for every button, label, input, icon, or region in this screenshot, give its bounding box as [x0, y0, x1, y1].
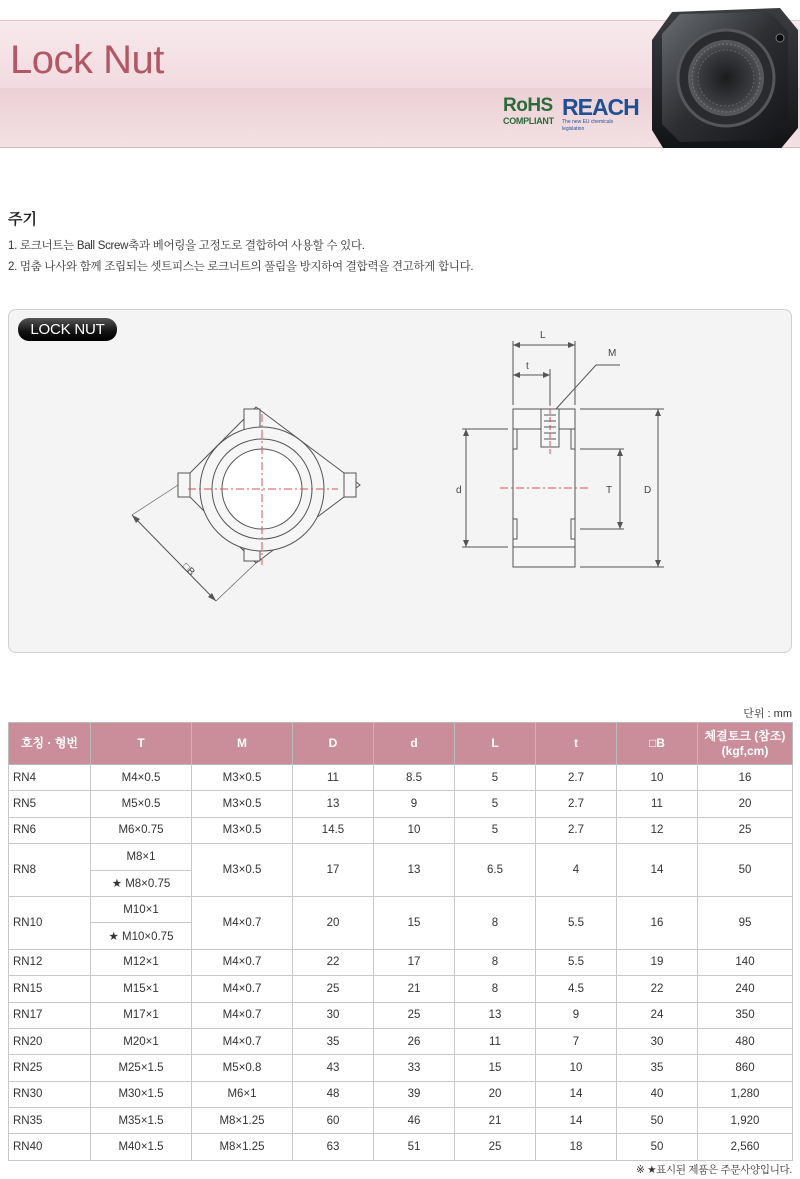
- page-title: Lock Nut: [10, 38, 164, 82]
- cell-model: RN40: [9, 1134, 91, 1160]
- cell-model: RN35: [9, 1108, 91, 1134]
- cell-d: 13: [374, 844, 455, 897]
- cell-torque: 20: [698, 791, 793, 817]
- dim-label-B: □B: [179, 561, 197, 579]
- cell-torque: 25: [698, 817, 793, 843]
- cell-L: 5: [455, 765, 536, 791]
- cell-M: M4×0.7: [192, 949, 293, 975]
- cell-d: 21: [374, 976, 455, 1002]
- spec-table: [8, 722, 793, 1161]
- cell-M: M5×0.8: [192, 1055, 293, 1081]
- cell-T: M35×1.5: [91, 1108, 192, 1134]
- cell-d: 39: [374, 1081, 455, 1107]
- cell-L: 5: [455, 791, 536, 817]
- col-header-T: T: [91, 723, 192, 765]
- cell-model: RN4: [9, 765, 91, 791]
- reach-logo-main: REACH: [562, 94, 639, 120]
- cell-T: M20×1: [91, 1028, 192, 1054]
- cell-T: M30×1.5: [91, 1081, 192, 1107]
- cell-D: 30: [293, 1002, 374, 1028]
- cell-B: 16: [617, 896, 698, 949]
- col-header-B: □B: [617, 723, 698, 765]
- cell-t: 2.7: [536, 791, 617, 817]
- footnote: ※ ★표시된 제품은 주문사양입니다.: [635, 1164, 792, 1176]
- reach-logo: [562, 94, 639, 132]
- cell-D: 17: [293, 844, 374, 897]
- cell-B: 12: [617, 817, 698, 843]
- cell-T: M8×1: [91, 844, 192, 870]
- cell-T: M4×0.5: [91, 765, 192, 791]
- lock-nut-badge: LOCK NUT: [18, 318, 117, 341]
- cell-L: 8: [455, 896, 536, 949]
- cell-d: 17: [374, 949, 455, 975]
- cell-d: 46: [374, 1108, 455, 1134]
- col-header-L: L: [455, 723, 536, 765]
- lock-nut-photo: [640, 0, 800, 148]
- cell-L: 6.5: [455, 844, 536, 897]
- dim-label-D: D: [644, 485, 652, 496]
- table-row: [9, 1081, 793, 1107]
- cell-torque: 2,560: [698, 1134, 793, 1160]
- cell-t: 14: [536, 1081, 617, 1107]
- cell-L: 21: [455, 1108, 536, 1134]
- cell-D: 48: [293, 1081, 374, 1107]
- cell-M: M4×0.7: [192, 976, 293, 1002]
- col-header-name: 호칭 · 형번: [9, 723, 91, 765]
- cell-T: M25×1.5: [91, 1055, 192, 1081]
- cell-B: 50: [617, 1134, 698, 1160]
- reach-logo-sub: The new EU chemicals legislation: [562, 119, 614, 132]
- table-body: [9, 765, 793, 1161]
- cell-D: 63: [293, 1134, 374, 1160]
- cell-D: 11: [293, 765, 374, 791]
- cell-d: 25: [374, 1002, 455, 1028]
- technical-drawing: [8, 309, 792, 653]
- cell-B: 22: [617, 976, 698, 1002]
- page-header: [0, 0, 800, 148]
- table-row: [9, 976, 793, 1002]
- table-row: [9, 896, 793, 922]
- cell-model: RN10: [9, 896, 91, 949]
- cell-torque: 50: [698, 844, 793, 897]
- cell-model: RN8: [9, 844, 91, 897]
- notes-heading: 주기: [8, 211, 37, 228]
- cell-B: 19: [617, 949, 698, 975]
- table-row: [9, 1028, 793, 1054]
- note-item-2: 2. 멈춤 나사와 함께 조립되는 셋트피스는 로크너트의 풀림을 방지하여 결합력을 견고하게 합니다.: [8, 261, 474, 273]
- table-row: [9, 765, 793, 791]
- cell-model: RN5: [9, 791, 91, 817]
- cell-d: 8.5: [374, 765, 455, 791]
- rohs-logo-sub: COMPLIANT: [503, 116, 554, 126]
- cell-T: M12×1: [91, 949, 192, 975]
- dim-label-T: T: [606, 485, 613, 496]
- table-row: [9, 1108, 793, 1134]
- cell-D: 25: [293, 976, 374, 1002]
- table-row: [9, 949, 793, 975]
- cell-T: M40×1.5: [91, 1134, 192, 1160]
- cell-model: RN20: [9, 1028, 91, 1054]
- cell-T: ★ M8×0.75: [91, 870, 192, 896]
- cell-L: 15: [455, 1055, 536, 1081]
- cell-t: 10: [536, 1055, 617, 1081]
- cell-d: 10: [374, 817, 455, 843]
- table-row: [9, 1134, 793, 1160]
- cell-t: 4: [536, 844, 617, 897]
- cell-T: ★ M10×0.75: [91, 923, 192, 949]
- cell-t: 2.7: [536, 765, 617, 791]
- cell-torque: 1,280: [698, 1081, 793, 1107]
- front-view: [132, 407, 360, 601]
- dim-label-L: L: [540, 330, 546, 341]
- cell-D: 35: [293, 1028, 374, 1054]
- cell-torque: 16: [698, 765, 793, 791]
- cell-T: M5×0.5: [91, 791, 192, 817]
- cell-model: RN30: [9, 1081, 91, 1107]
- cell-L: 25: [455, 1134, 536, 1160]
- cell-T: M17×1: [91, 1002, 192, 1028]
- cell-model: RN17: [9, 1002, 91, 1028]
- cell-B: 30: [617, 1028, 698, 1054]
- dim-label-d: d: [456, 485, 462, 496]
- cell-T: M15×1: [91, 976, 192, 1002]
- cell-M: M4×0.7: [192, 896, 293, 949]
- cell-M: M3×0.5: [192, 791, 293, 817]
- cell-B: 50: [617, 1108, 698, 1134]
- cell-d: 9: [374, 791, 455, 817]
- dim-B-line: [132, 515, 216, 601]
- rohs-logo-main: RoHS: [503, 95, 553, 116]
- cell-T: M6×0.75: [91, 817, 192, 843]
- cell-M: M3×0.5: [192, 844, 293, 897]
- side-notch-left: [178, 473, 190, 497]
- cell-torque: 480: [698, 1028, 793, 1054]
- cell-model: RN12: [9, 949, 91, 975]
- cell-torque: 1,920: [698, 1108, 793, 1134]
- cell-t: 4.5: [536, 976, 617, 1002]
- cell-M: M8×1.25: [192, 1134, 293, 1160]
- cell-M: M6×1: [192, 1081, 293, 1107]
- cell-t: 5.5: [536, 949, 617, 975]
- col-header-t: t: [536, 723, 617, 765]
- cell-t: 7: [536, 1028, 617, 1054]
- cell-t: 2.7: [536, 817, 617, 843]
- rohs-logo: [503, 96, 559, 130]
- table-row: [9, 1055, 793, 1081]
- cell-d: 26: [374, 1028, 455, 1054]
- cell-torque: 860: [698, 1055, 793, 1081]
- cell-B: 10: [617, 765, 698, 791]
- table-row: [9, 1002, 793, 1028]
- cell-d: 15: [374, 896, 455, 949]
- cell-D: 13: [293, 791, 374, 817]
- cell-B: 24: [617, 1002, 698, 1028]
- cell-L: 5: [455, 817, 536, 843]
- table-row: [9, 844, 793, 870]
- cell-D: 60: [293, 1108, 374, 1134]
- cell-M: M4×0.7: [192, 1028, 293, 1054]
- col-header-D: D: [293, 723, 374, 765]
- cell-D: 14.5: [293, 817, 374, 843]
- cell-d: 33: [374, 1055, 455, 1081]
- cell-M: M3×0.5: [192, 765, 293, 791]
- cell-d: 51: [374, 1134, 455, 1160]
- cell-D: 43: [293, 1055, 374, 1081]
- cell-model: RN6: [9, 817, 91, 843]
- table-header-row: [9, 723, 793, 765]
- cell-T: M10×1: [91, 896, 192, 922]
- col-header-torque: [698, 723, 793, 765]
- cell-M: M3×0.5: [192, 817, 293, 843]
- col-header-torque-line2: (kgf,cm): [721, 743, 769, 758]
- cell-M: M8×1.25: [192, 1108, 293, 1134]
- cell-model: RN25: [9, 1055, 91, 1081]
- cell-B: 14: [617, 844, 698, 897]
- col-header-d: d: [374, 723, 455, 765]
- cell-torque: 240: [698, 976, 793, 1002]
- cell-M: M4×0.7: [192, 1002, 293, 1028]
- dim-label-M: M: [608, 348, 617, 359]
- cell-L: 13: [455, 1002, 536, 1028]
- cell-B: 40: [617, 1081, 698, 1107]
- col-header-torque-line1: 체결토크 (참조): [704, 728, 786, 743]
- table-row: [9, 817, 793, 843]
- cell-L: 11: [455, 1028, 536, 1054]
- unit-label: 단위 : mm: [743, 708, 792, 720]
- cell-t: 18: [536, 1134, 617, 1160]
- note-item-1: 1. 로크너트는 Ball Screw축과 베어링을 고정도로 결합하여 사용할 수 있다.: [8, 240, 365, 252]
- cell-D: 20: [293, 896, 374, 949]
- cell-B: 35: [617, 1055, 698, 1081]
- col-header-M: M: [192, 723, 293, 765]
- dim-label-t: t: [526, 361, 529, 372]
- cell-torque: 350: [698, 1002, 793, 1028]
- cell-torque: 140: [698, 949, 793, 975]
- cell-t: 9: [536, 1002, 617, 1028]
- side-notch-right: [344, 473, 356, 497]
- cell-L: 8: [455, 976, 536, 1002]
- cell-L: 20: [455, 1081, 536, 1107]
- cell-torque: 95: [698, 896, 793, 949]
- side-view: [462, 341, 664, 567]
- cell-D: 22: [293, 949, 374, 975]
- cell-L: 8: [455, 949, 536, 975]
- cell-model: RN15: [9, 976, 91, 1002]
- cell-t: 14: [536, 1108, 617, 1134]
- cell-B: 11: [617, 791, 698, 817]
- cell-t: 5.5: [536, 896, 617, 949]
- table-row: [9, 791, 793, 817]
